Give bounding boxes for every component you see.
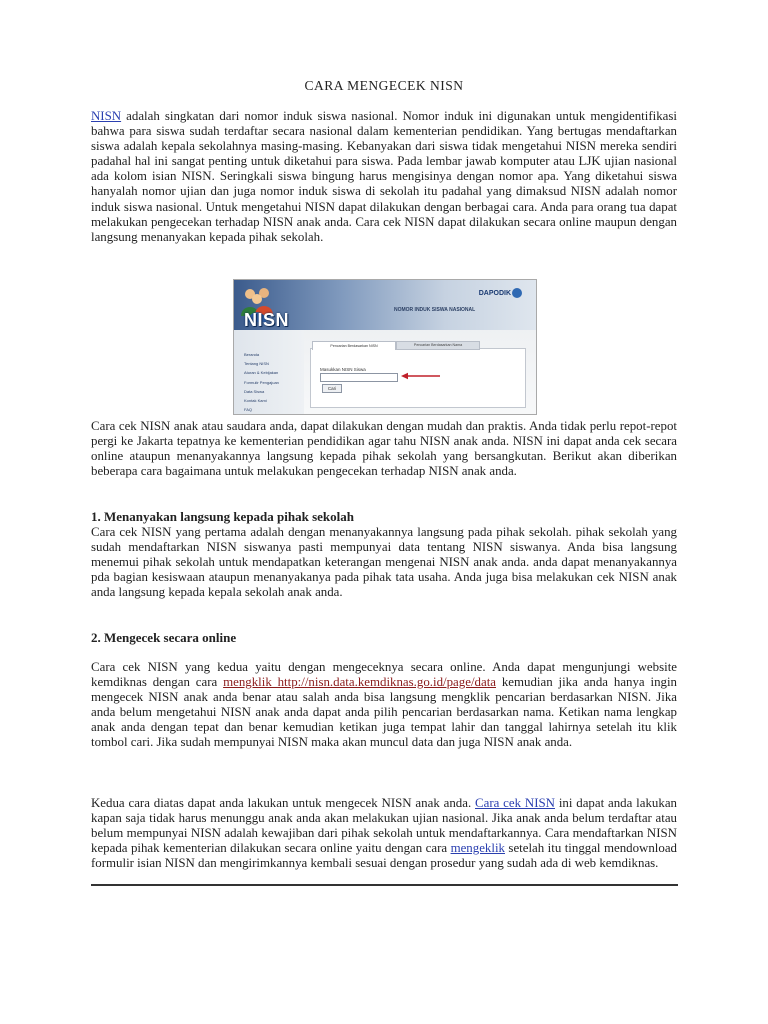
menu-item: Aturan & Kebijakan bbox=[244, 370, 279, 376]
kemdiknas-link[interactable]: mengklik http://nisn.data.kemdiknas.go.id/page/data bbox=[223, 675, 496, 690]
nisn-link[interactable]: NISN bbox=[91, 109, 122, 123]
section-2-paragraph bbox=[91, 660, 677, 751]
intro-paragraph bbox=[91, 109, 677, 245]
section-2-text-after: kemudian jika anda hanya ingin mengecek NISN anak anda benar atau salah anda bisa langsung mengklik pencarian berdasarkan NISN. Jika anda belum mengetahui NISN anak anda dapat anda pilih pencarian berdasarkan nama. Ketikan nama lengkap anak anda dengan tepat dan benar kemudian ketikan juga tempat lahir dan tanggal lahirnya setelah itu klik tombol cari. Jika sudah mempunyai NISN maka akan muncul data dan juga NISN anak anda. bbox=[91, 675, 678, 750]
nisn-field-label: Masukkan NISN Siswa bbox=[320, 367, 366, 372]
section-1-heading: 1. Menanyakan langsung kepada pihak sekolah bbox=[91, 509, 354, 524]
page-title: CARA MENGECEK NISN bbox=[304, 78, 464, 93]
closing-text-1: Kedua cara diatas dapat anda lakukan untuk mengecek NISN anak anda. bbox=[91, 796, 475, 810]
menu-item: Formulir Pengajuan bbox=[244, 379, 279, 385]
menu-item: Kontak Kami bbox=[244, 398, 267, 404]
section-2-text-before: Cara cek NISN yang kedua yaitu dengan mengeceknya secara online. Anda dapat mengunjungi website kemdiknas dengan cara bbox=[91, 660, 677, 690]
cara-cek-nisn-link[interactable]: Cara cek NISN bbox=[475, 796, 555, 810]
site-subtitle: NOMOR INDUK SISWA NASIONAL bbox=[394, 307, 476, 313]
nisn-website-screenshot bbox=[233, 279, 537, 415]
brand-name: DAPODIK bbox=[478, 289, 511, 297]
section-2-heading: 2. Mengecek secara online bbox=[91, 630, 237, 645]
closing-text-3: setelah itu tinggal mendownload formulir isian NISN dan mengirimkannya kembali sesuai dengan prosedur yang sudah ada di web kemdiknas. bbox=[91, 841, 677, 871]
end-divider bbox=[91, 884, 678, 886]
site-menu bbox=[244, 350, 279, 414]
search-button: Cari bbox=[322, 384, 342, 393]
brand-logo bbox=[479, 288, 522, 298]
nisn-search-input bbox=[320, 373, 398, 382]
site-sidebar bbox=[234, 330, 304, 414]
brand-mark-icon bbox=[512, 288, 522, 298]
intro-text: adalah singkatan dari nomor induk siswa nasional. Nomor induk ini digunakan untuk mengidentifikasi bahwa para siswa sudah terdaftar secara nasional dalam kementerian pendidikan. Yang bertugas mendaftarkan siswa adalah kepala sekolahnya masing-masing. Kebanyakan dari siswa tidak mengetahui NISN mereka sendiri padahal hal ini sangat penting untuk diketahui para siswa. Pada lembar jawab komputer atau LJK ujian nasional ada kolom isian NISN. Seringkali siswa bingung harus mengisinya dengan nomor apa. Yang diketahui siswa hanyalah nomor ujian dan juga nomor induk siswa di sekolah itu padahal yang dimaksud NISN adalah nomor induk siswa nasional. Untuk mengetahui NISN dapat dilakukan dengan berbagai cara. Anda para orang tua dapat melakukan pengecekan terhadap NISN anak anda. Cara cek NISN dapat dilakukan secara online maupun dengan langsung menanyakan kepada pihak sekolah. bbox=[91, 109, 677, 244]
mengeklik-link[interactable]: mengeklik bbox=[450, 841, 505, 856]
tab-search-by-nisn: Pencarian Berdasarkan NISN bbox=[312, 341, 396, 350]
closing-text-2: ini dapat anda lakukan kapan saja tidak harus menunggu anak anda akan melakukan ujian nasional. Jika anak anda belum terdaftar atau belum mempunyai NISN adalah kewajiban dari pihak sekolah untuk mendaftarkannya. Cara mendaftarkan NISN kepada pihak kementerian dilakukan secara online yaitu dengan cara bbox=[91, 796, 677, 856]
closing-paragraph bbox=[91, 796, 677, 871]
menu-item: FAQ bbox=[244, 407, 253, 413]
menu-item: Data Siswa bbox=[244, 388, 265, 394]
tab-search-by-name: Pencarian Berdasarkan Nama bbox=[396, 341, 480, 350]
red-arrow-icon bbox=[400, 372, 442, 380]
menu-item: Beranda bbox=[244, 352, 260, 357]
section-1-text: Cara cek NISN yang pertama adalah dengan menanyakannya langsung pada pihak sekolah. pihak sekolah yang sudah mendaftarkan NISN siswanya pasti mempunyai data tentang NISN siswanya. Anda bisa langsung menemui pihak sekolah untuk mendapatkan keterangan mengenai NISN anak anda. anda dapat menanyakannya pda bagian kesiswaan ataupun menanyakanya pada pihak tata usaha. Anda juga bisa melakukan cek NISN anak anda langsung kepada kepala sekolah anak anda. bbox=[91, 525, 677, 600]
paragraph-after-figure: Cara cek NISN anak atau saudara anda, dapat dilakukan dengan mudah dan praktis. Anda tidak perlu repot-repot pergi ke Jakarta tepatnya ke kementerian pendidikan agar tahu NISN anak anda. NISN ini dapat anda cek secara online ataupun menanyakannya langsung kepada pihak sekolah yang bersangkutan. Berikut akan diberikan beberapa cara bagaimana untuk melakukan pengecekan terhadap NISN anak anda. bbox=[91, 419, 677, 479]
site-logo: NISN bbox=[244, 310, 290, 330]
menu-item: Tentang NISN bbox=[244, 361, 269, 367]
